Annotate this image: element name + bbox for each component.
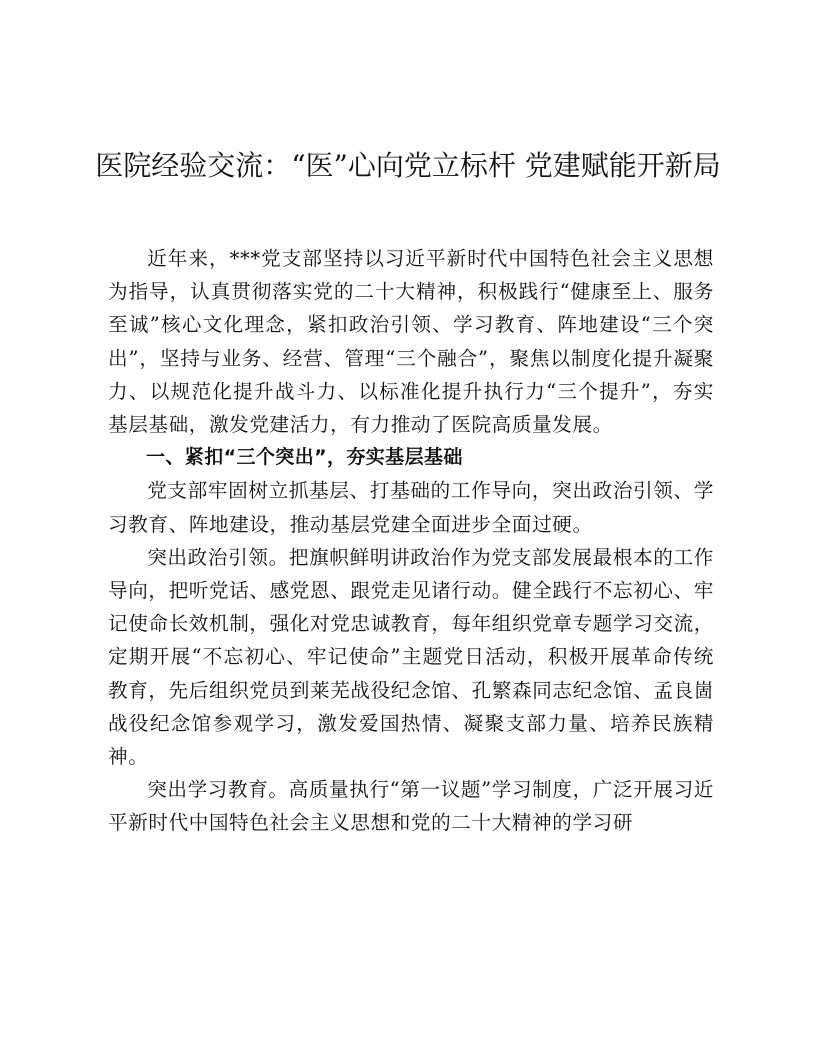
body-paragraph: 突出政治引领。把旗帜鲜明讲政治作为党支部发展最根本的工作导向，把听党话、感党恩、跟党走见诸行动。健全践行不忘初心、牢记使命长效机制，强化对党忠诚教育，每年组织党章专题学习交流，定期开展“不忘初心、牢记使命”主题党日活动，积极开展革命传统教育，先后组织党员到莱芜战役纪念馆、孔繁森同志纪念馆、孟良崮战役纪念馆参观学习，激发爱国热情、凝聚支部力量、培养民族精神。 [108,545,714,769]
body-paragraph: 突出学习教育。高质量执行“第一议题”学习制度，广泛开展习近平新时代中国特色社会主义思想和党的二十大精神的学习研 [108,778,714,835]
body-paragraph: 党支部牢固树立抓基层、打基础的工作导向，突出政治引领、学习教育、阵地建设，推动基层党建全面进步全面过硬。 [108,479,714,536]
document-title: 医院经验交流：“医”心向党立标杆 党建赋能开新局 [95,149,721,182]
document-body [108,242,714,840]
intro-paragraph: 近年来，***党支部坚持以习近平新时代中国特色社会主义思想为指导，认真贯彻落实党的二十大精神，积极践行“健康至上、服务至诚”核心文化理念，紧扣政治引领、学习教育、阵地建设“三个突出”，坚持与业务、经营、管理“三个融合”，聚焦以制度化提升凝聚力、以规范化提升战斗力、以标准化提升执行力“三个提升”，夯实基层基础，激发党建活力，有力推动了医院高质量发展。 [108,247,714,437]
section-heading: 一、紧扣“三个突出”，夯实基层基础 [146,446,463,469]
